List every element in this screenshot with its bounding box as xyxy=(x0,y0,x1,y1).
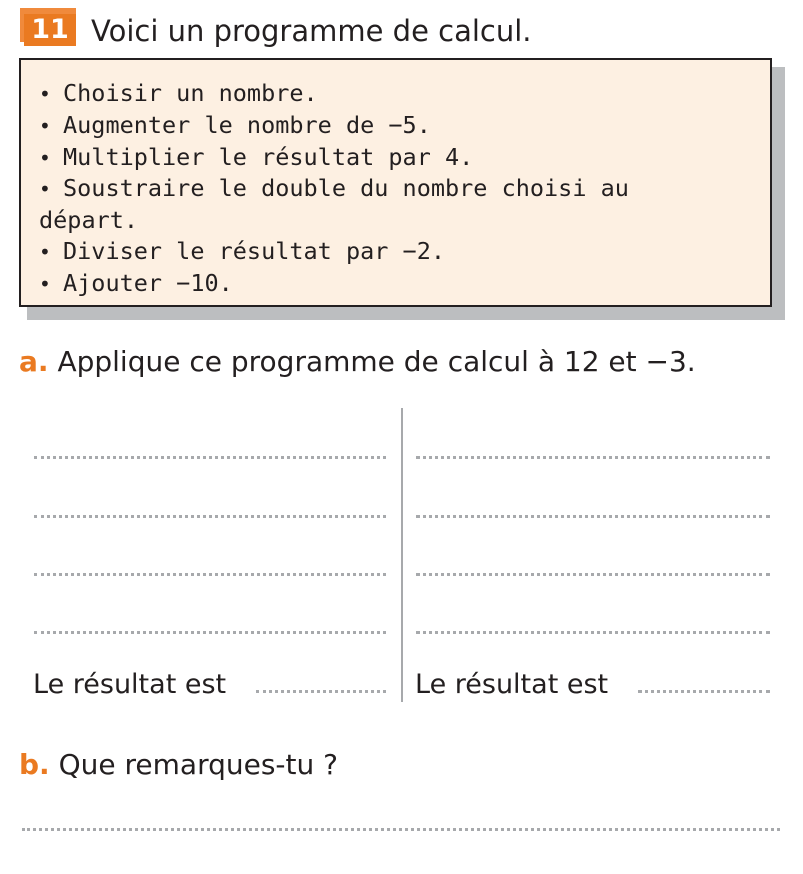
question-a-label: a. xyxy=(19,345,49,378)
answer-line-b[interactable] xyxy=(22,828,780,831)
bullet-icon: • xyxy=(39,239,51,264)
answer-line-right-1[interactable] xyxy=(416,456,770,459)
program-step: • Choisir un nombre. xyxy=(39,78,729,110)
bullet-icon: • xyxy=(39,145,51,170)
program-step: • Soustraire le double du nombre choisi au départ. xyxy=(39,174,629,235)
bullet-icon: • xyxy=(39,271,51,296)
question-a-text: Applique ce programme de calcul à 12 et −3. xyxy=(57,345,696,378)
answer-line-left-4[interactable] xyxy=(34,631,386,634)
exercise-number-badge: 11 xyxy=(24,14,76,46)
result-right-blank[interactable] xyxy=(638,690,770,693)
bullet-icon: • xyxy=(39,113,51,138)
bullet-icon: • xyxy=(39,82,51,106)
answer-line-right-4[interactable] xyxy=(416,631,770,634)
program-box xyxy=(19,58,772,307)
program-step: • Multiplier le résultat par 4. xyxy=(39,142,729,174)
result-right-label: Le résultat est xyxy=(415,669,609,700)
question-b xyxy=(19,748,338,782)
program-step: • Ajouter −10. xyxy=(39,268,729,300)
answer-line-left-2[interactable] xyxy=(34,515,386,518)
result-left-label: Le résultat est xyxy=(33,669,227,700)
column-divider xyxy=(401,408,403,702)
answer-line-left-1[interactable] xyxy=(34,456,386,459)
answer-line-right-3[interactable] xyxy=(416,573,770,576)
bullet-icon: • xyxy=(39,177,51,202)
exercise-title: Voici un programme de calcul. xyxy=(91,14,532,48)
question-b-label: b. xyxy=(19,748,50,781)
answer-line-left-3[interactable] xyxy=(34,573,386,576)
result-left-blank[interactable] xyxy=(256,690,386,693)
program-steps xyxy=(39,78,729,300)
question-a xyxy=(19,345,696,379)
program-step: • Diviser le résultat par −2. xyxy=(39,236,729,268)
question-b-text: Que remarques-tu ? xyxy=(58,748,339,781)
answer-line-right-2[interactable] xyxy=(416,515,770,518)
program-step: • Augmenter le nombre de −5. xyxy=(39,110,729,142)
